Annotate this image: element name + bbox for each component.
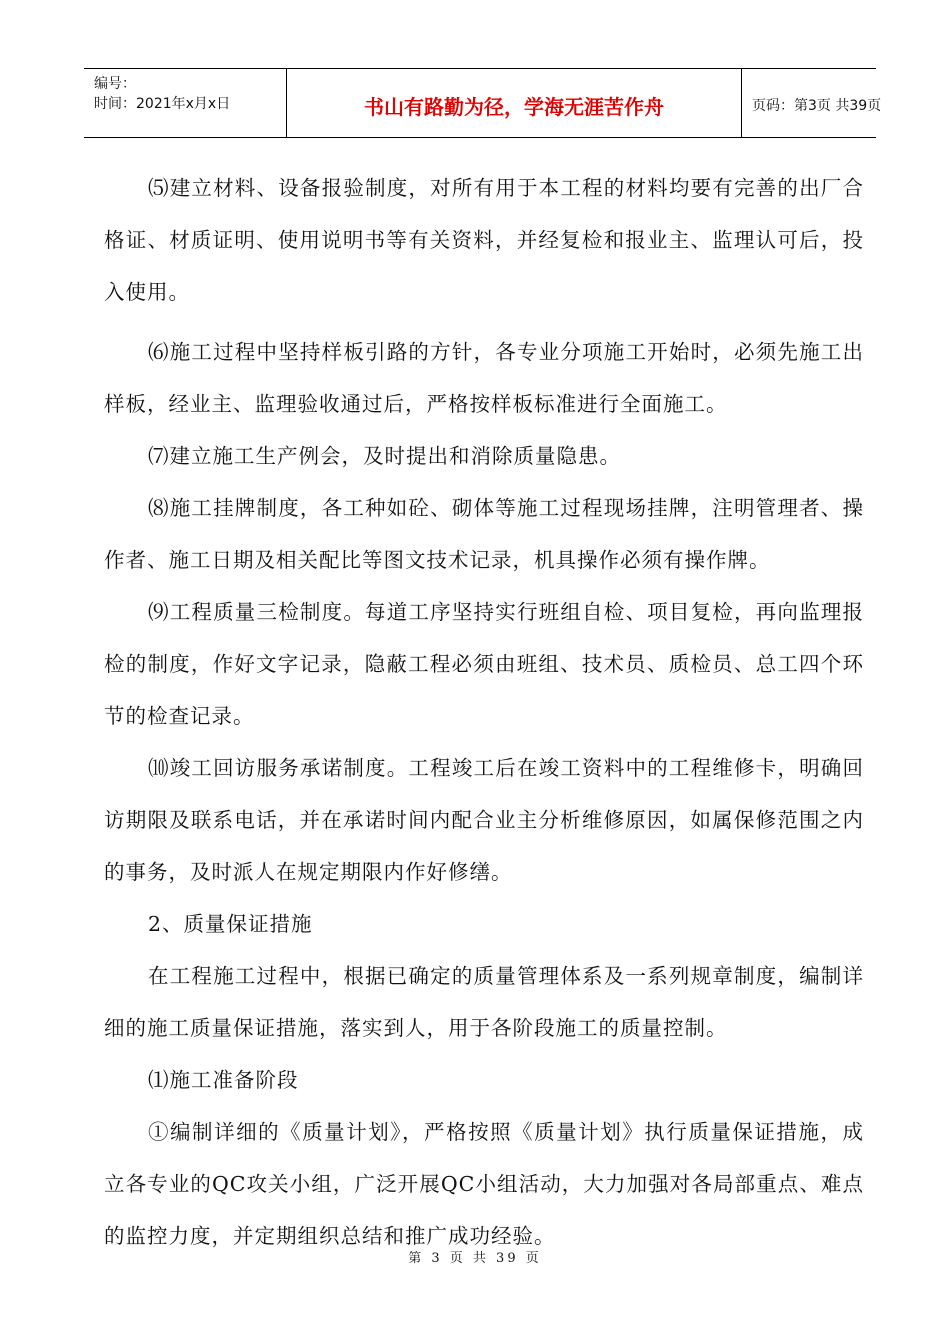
paragraph: ⑹施工过程中坚持样板引路的方针，各专业分项施工开始时，必须先施工出样板，经业主、监理验收通过后，严格按样板标准进行全面施工。: [104, 340, 864, 416]
header-info-cell: [84, 69, 287, 137]
paragraph: 在工程施工过程中，根据已确定的质量管理体系及一系列规章制度，编制详细的施工质量保证措施，落实到人，用于各阶段施工的质量控制。: [104, 964, 864, 1040]
document-number: 编号：: [94, 76, 136, 92]
paragraph: ①编制详细的《质量计划》，严格按照《质量计划》执行质量保证措施，成立各专业的QC攻关小组，广泛开展QC小组活动，大力加强对各局部重点、难点的监控力度，并定期组织总结和推广成功经验。: [104, 1120, 864, 1248]
document-date: 时间：2021年x月x日: [94, 96, 231, 112]
section-heading: 2、质量保证措施: [148, 912, 313, 936]
paragraph: ⑻施工挂牌制度，各工种如砼、砌体等施工过程现场挂牌，注明管理者、操作者、施工日期及相关配比等图文技术记录，机具操作必须有操作牌。: [104, 496, 864, 572]
page-footer: 第 3 页 共 39 页: [408, 1251, 542, 1266]
paragraph: ⑼工程质量三检制度。每道工序坚持实行班组自检、项目复检，再向监理报检的制度，作好文字记录，隐蔽工程必须由班组、技术员、质检员、总工四个环节的检查记录。: [104, 600, 864, 728]
header-page-number: 页码：第3页 共39页: [752, 98, 882, 114]
header-page-cell: [742, 69, 882, 137]
document-body: [104, 162, 864, 1262]
subsection-heading: ⑴施工准备阶段: [148, 1068, 299, 1092]
page-header: [84, 68, 882, 138]
paragraph: ⑸建立材料、设备报验制度，对所有用于本工程的材料均要有完善的出厂合格证、材质证明、使用说明书等有关资料，并经复检和报业主、监理认可后，投入使用。: [104, 176, 864, 304]
paragraph: ⑺建立施工生产例会，及时提出和消除质量隐患。: [148, 444, 621, 468]
header-motto: 书山有路勤为径，学海无涯苦作舟: [364, 95, 664, 119]
paragraph: ⑽竣工回访服务承诺制度。工程竣工后在竣工资料中的工程维修卡，明确回访期限及联系电话，并在承诺时间内配合业主分析维修原因，如属保修范围之内的事务，及时派人在规定期限内作好修缮。: [104, 756, 864, 884]
header-motto-cell: [287, 69, 742, 137]
